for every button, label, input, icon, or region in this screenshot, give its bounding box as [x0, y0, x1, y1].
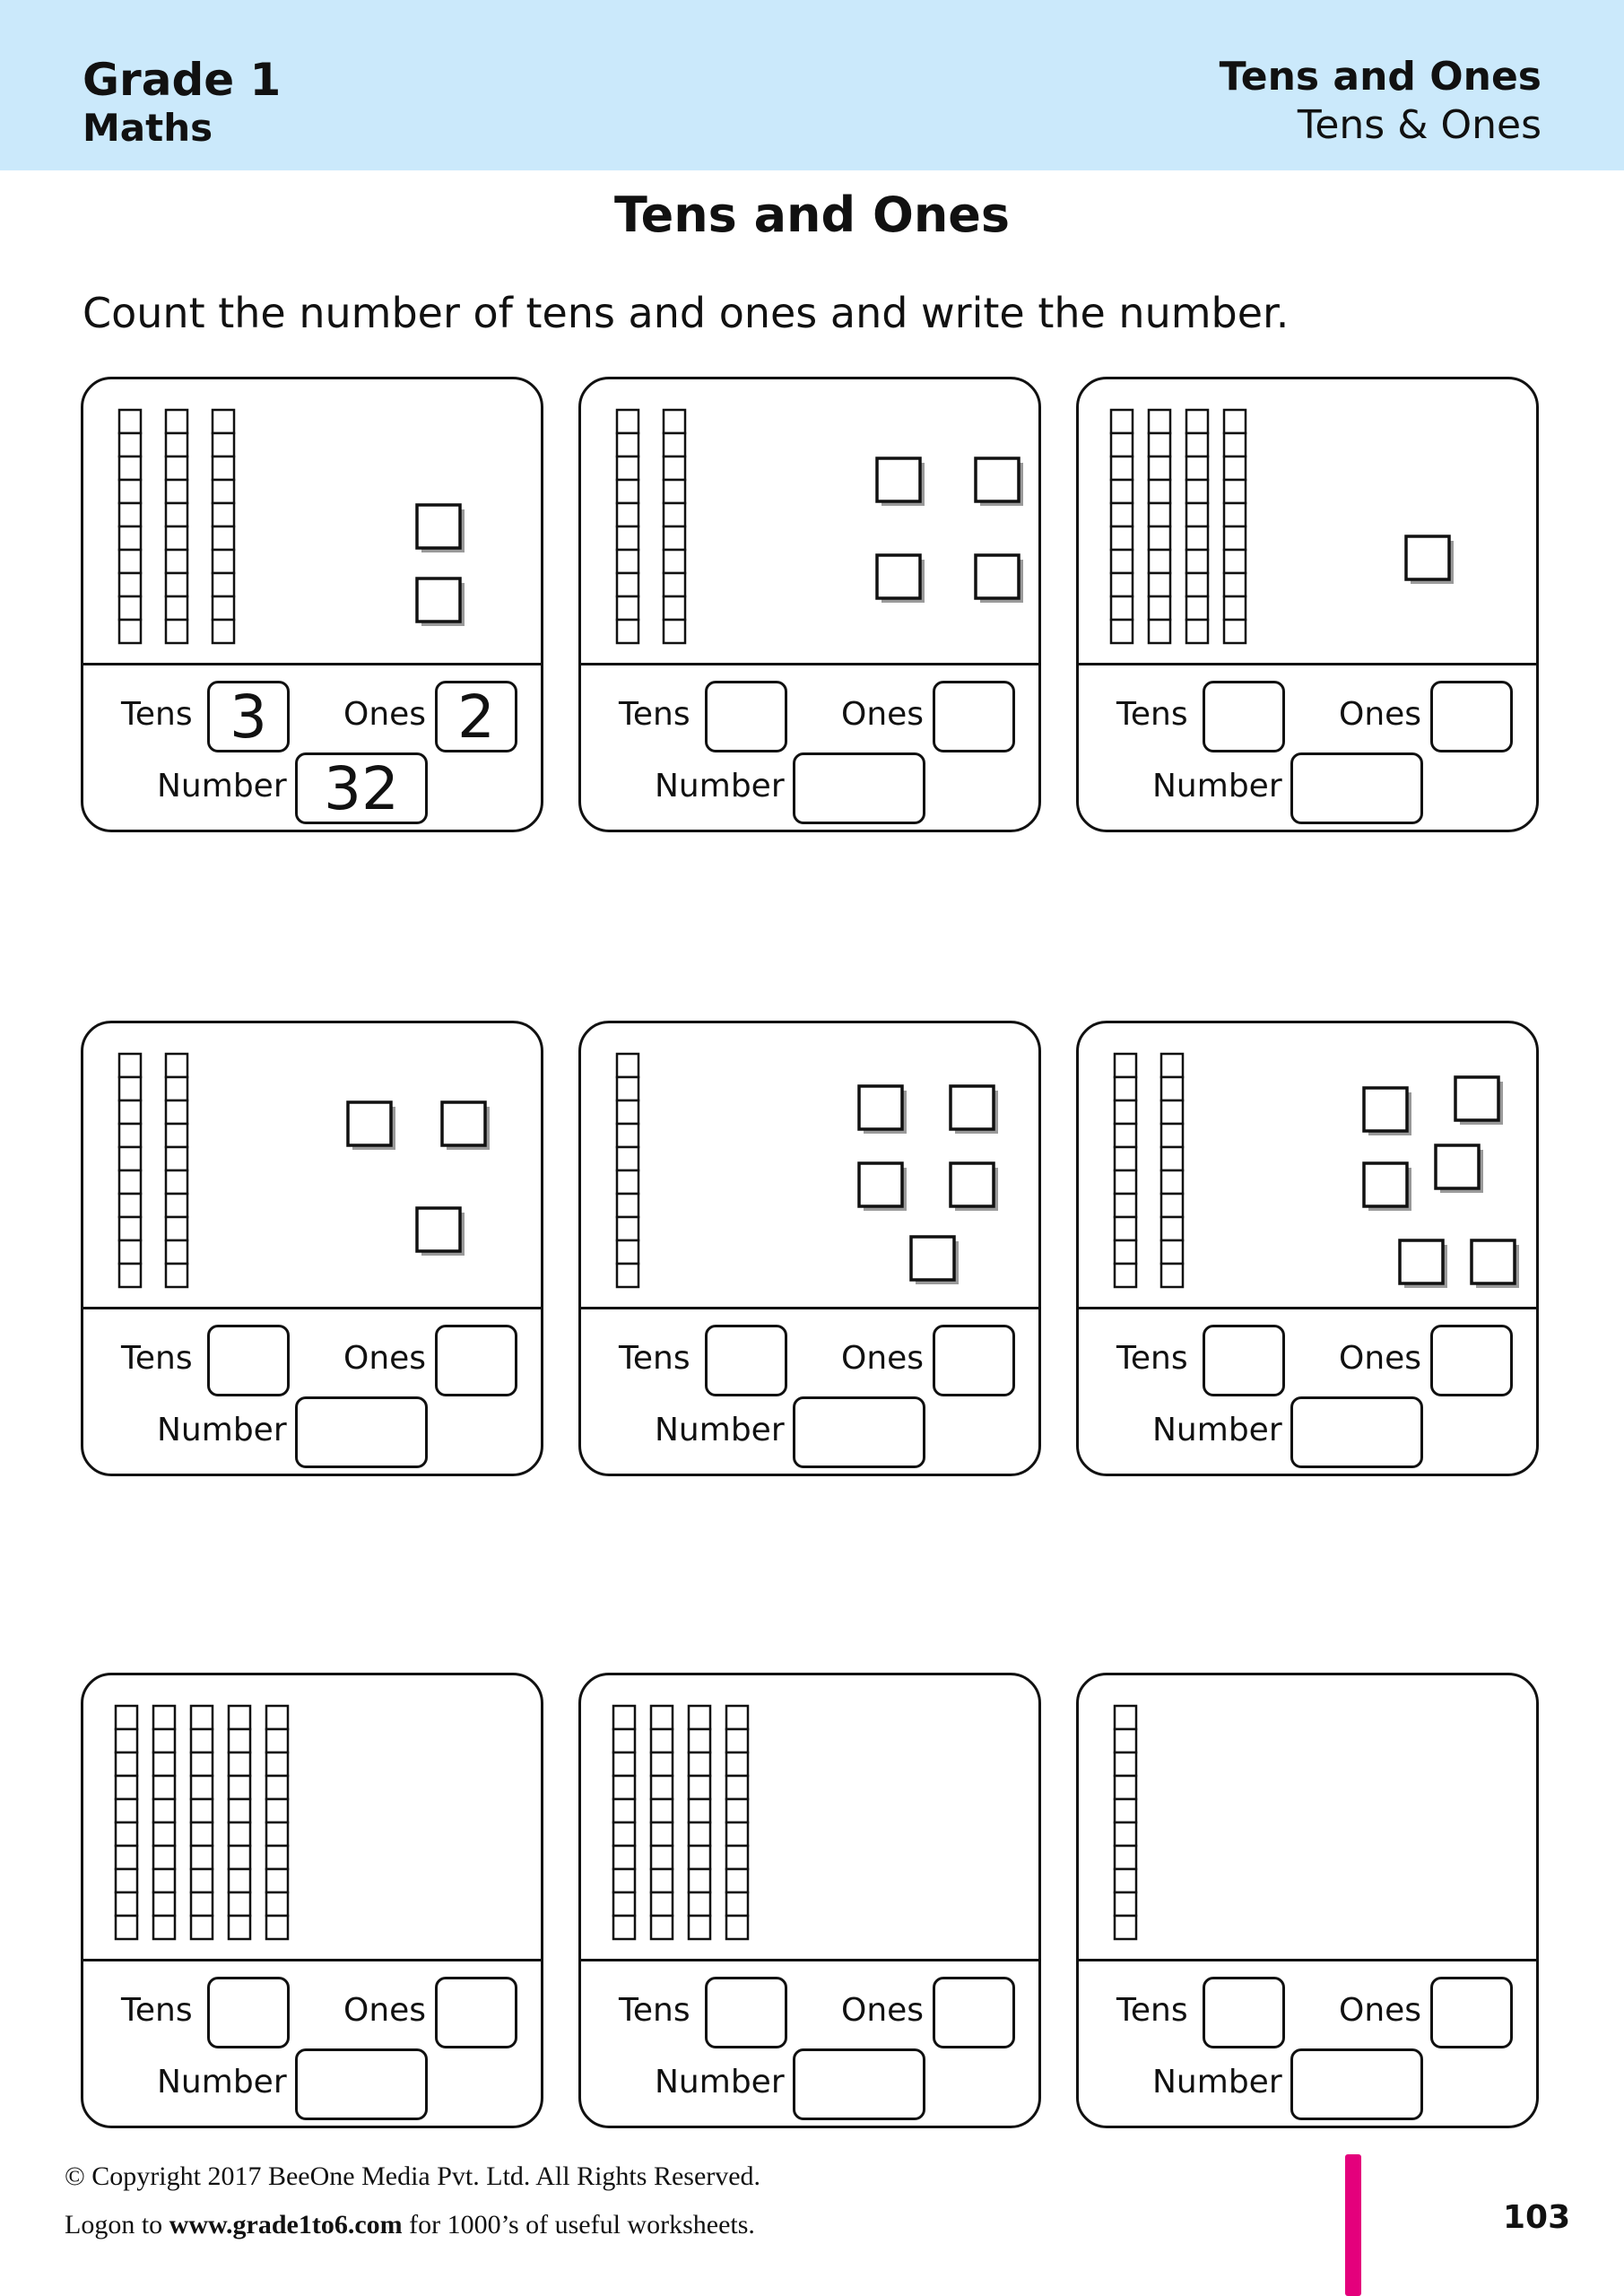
ones-cube — [442, 1102, 490, 1150]
tens-answer-box[interactable] — [1203, 1977, 1285, 2048]
ones-cube — [1406, 536, 1454, 584]
tens-rod — [613, 1706, 635, 1939]
logon-prefix: Logon to — [65, 2210, 169, 2239]
number-answer-box[interactable] — [1290, 752, 1423, 824]
ones-cube — [417, 505, 465, 552]
tens-rod — [617, 1054, 638, 1287]
tens-answer-box[interactable] — [705, 681, 787, 752]
ones-answer-box[interactable] — [435, 1325, 517, 1396]
ones-answer-box[interactable] — [1430, 1325, 1513, 1396]
tens-rod — [1186, 410, 1208, 643]
number-label: Number — [157, 1412, 287, 1448]
instructions: Count the number of tens and ones and write the number. — [83, 289, 1290, 337]
problem-card — [81, 1673, 543, 2128]
number-answer-box[interactable] — [793, 2048, 925, 2120]
copyright-text: © Copyright 2017 BeeOne Media Pvt. Ltd. All Rights Reserved. — [65, 2161, 761, 2191]
number-label: Number — [1152, 2064, 1282, 2100]
card-divider — [1079, 1959, 1536, 1961]
ones-answer-box[interactable]: 2 — [435, 681, 517, 752]
problem-card — [1076, 1673, 1539, 2128]
base-ten-blocks — [83, 1675, 546, 1959]
number-label: Number — [157, 768, 287, 804]
logon-text — [65, 2210, 755, 2240]
number-answer-box[interactable]: 32 — [295, 752, 428, 824]
tens-rod — [617, 410, 638, 643]
tens-label: Tens — [1116, 1992, 1188, 2029]
page-number: 103 — [1503, 2199, 1571, 2236]
tens-rod — [153, 1706, 175, 1939]
tens-rod — [166, 1054, 187, 1287]
ones-answer-box[interactable] — [1430, 681, 1513, 752]
tens-label: Tens — [619, 696, 690, 733]
tens-answer-box[interactable] — [207, 1325, 290, 1396]
tens-rod — [664, 410, 685, 643]
ones-cube — [1400, 1240, 1447, 1288]
problem-card — [578, 1021, 1041, 1476]
tens-rod — [726, 1706, 748, 1939]
header-topic: Tens and Ones — [1219, 54, 1541, 100]
ones-label: Ones — [343, 1992, 427, 2029]
tens-label: Tens — [619, 1992, 690, 2029]
tens-rod — [191, 1706, 213, 1939]
number-label: Number — [157, 2064, 287, 2100]
tens-rod — [213, 410, 234, 643]
number-answer-box[interactable] — [1290, 2048, 1423, 2120]
card-divider — [581, 663, 1038, 665]
tens-answer-box[interactable] — [705, 1325, 787, 1396]
tens-rod — [1115, 1706, 1136, 1939]
tens-answer-box[interactable]: 3 — [207, 681, 290, 752]
header-subtopic: Tens & Ones — [1297, 102, 1541, 148]
base-ten-blocks — [1079, 1675, 1541, 1959]
ones-answer-box[interactable] — [933, 1325, 1015, 1396]
tens-rod — [1115, 1054, 1136, 1287]
number-label: Number — [655, 768, 785, 804]
ones-cube — [1436, 1145, 1483, 1193]
base-ten-blocks — [1079, 379, 1541, 663]
header-subject: Maths — [83, 106, 213, 150]
number-label: Number — [655, 1412, 785, 1448]
ones-answer-box[interactable] — [933, 1977, 1015, 2048]
ones-cube — [1364, 1088, 1411, 1135]
ones-cube — [911, 1237, 959, 1284]
number-answer-box[interactable] — [295, 1396, 428, 1468]
tens-label: Tens — [121, 696, 193, 733]
number-answer-box[interactable] — [295, 2048, 428, 2120]
tens-label: Tens — [619, 1340, 690, 1377]
tens-label: Tens — [121, 1992, 193, 2029]
number-answer-box[interactable] — [793, 1396, 925, 1468]
ones-cube — [877, 555, 925, 603]
ones-answer-box[interactable] — [435, 1977, 517, 2048]
card-divider — [83, 663, 541, 665]
ones-cube — [976, 555, 1023, 603]
tens-rod — [266, 1706, 288, 1939]
ones-label: Ones — [1339, 1340, 1422, 1377]
tens-answer-box[interactable] — [1203, 1325, 1285, 1396]
site-link[interactable]: www.grade1to6.com — [169, 2210, 403, 2239]
base-ten-blocks — [83, 379, 546, 663]
problem-card — [578, 1673, 1041, 2128]
problem-card — [1076, 377, 1539, 832]
logon-suffix: for 1000’s of useful worksheets. — [402, 2210, 755, 2239]
tens-label: Tens — [1116, 696, 1188, 733]
tens-answer-box[interactable] — [705, 1977, 787, 2048]
card-divider — [1079, 663, 1536, 665]
tens-rod — [119, 1054, 141, 1287]
side-color-bar — [1345, 2154, 1361, 2296]
number-label: Number — [1152, 1412, 1282, 1448]
problem-card — [81, 377, 543, 832]
problem-card — [81, 1021, 543, 1476]
problem-card — [1076, 1021, 1539, 1476]
ones-cube — [951, 1086, 998, 1134]
ones-cube — [976, 458, 1023, 506]
ones-label: Ones — [1339, 696, 1422, 733]
tens-rod — [116, 1706, 137, 1939]
tens-rod — [166, 410, 187, 643]
ones-cube — [348, 1102, 395, 1150]
header-grade: Grade 1 — [83, 54, 282, 106]
base-ten-blocks — [581, 379, 1044, 663]
base-ten-blocks — [581, 1023, 1044, 1307]
card-divider — [581, 1307, 1038, 1309]
tens-rod — [1224, 410, 1246, 643]
tens-rod — [119, 410, 141, 643]
ones-answer-box[interactable] — [933, 681, 1015, 752]
ones-label: Ones — [841, 696, 925, 733]
tens-rod — [651, 1706, 673, 1939]
number-answer-box[interactable] — [1290, 1396, 1423, 1468]
tens-rod — [689, 1706, 710, 1939]
tens-answer-box[interactable] — [207, 1977, 290, 2048]
ones-cube — [951, 1163, 998, 1211]
ones-cube — [859, 1163, 907, 1211]
ones-cube — [1472, 1240, 1519, 1288]
base-ten-blocks — [581, 1675, 1044, 1959]
ones-cube — [1364, 1163, 1411, 1211]
ones-label: Ones — [841, 1340, 925, 1377]
ones-cube — [859, 1086, 907, 1134]
ones-cube — [1455, 1077, 1503, 1125]
number-label: Number — [1152, 768, 1282, 804]
ones-label: Ones — [841, 1992, 925, 2029]
tens-label: Tens — [121, 1340, 193, 1377]
header-band — [0, 0, 1624, 170]
number-answer-box[interactable] — [793, 752, 925, 824]
page-title: Tens and Ones — [613, 187, 1011, 243]
tens-label: Tens — [1116, 1340, 1188, 1377]
card-divider — [1079, 1307, 1536, 1309]
tens-rod — [1161, 1054, 1183, 1287]
tens-rod — [1111, 410, 1133, 643]
base-ten-blocks — [1079, 1023, 1541, 1307]
card-divider — [581, 1959, 1038, 1961]
base-ten-blocks — [83, 1023, 546, 1307]
ones-answer-box[interactable] — [1430, 1977, 1513, 2048]
tens-answer-box[interactable] — [1203, 681, 1285, 752]
card-divider — [83, 1959, 541, 1961]
number-label: Number — [655, 2064, 785, 2100]
ones-label: Ones — [343, 696, 427, 733]
card-divider — [83, 1307, 541, 1309]
ones-cube — [417, 1208, 465, 1256]
ones-cube — [417, 578, 465, 626]
ones-label: Ones — [343, 1340, 427, 1377]
ones-cube — [877, 458, 925, 506]
ones-label: Ones — [1339, 1992, 1422, 2029]
tens-rod — [1149, 410, 1170, 643]
problem-card — [578, 377, 1041, 832]
tens-rod — [229, 1706, 250, 1939]
